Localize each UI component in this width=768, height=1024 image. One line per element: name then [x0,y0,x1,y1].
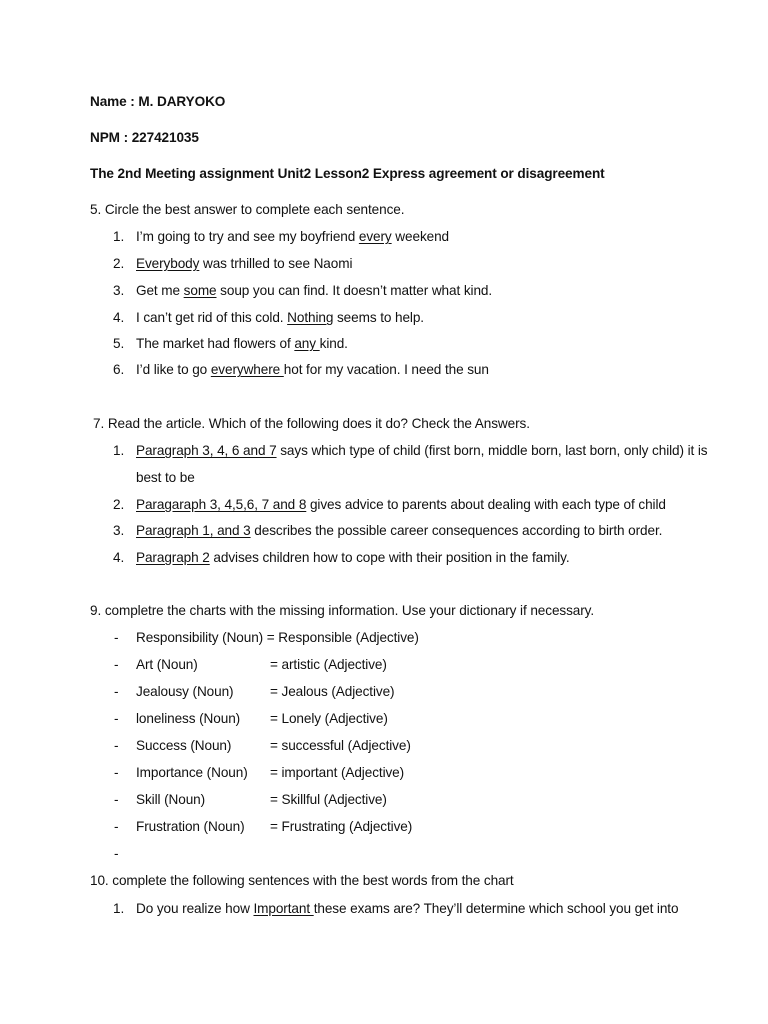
list-dash: - [114,819,119,834]
q7-item-number: 3. [113,523,125,538]
q5-answer: every [358,229,392,244]
q10-item-text: Do you realize how [136,901,254,916]
q5-item-text: The market had flowers of [136,336,295,351]
q7-item-text: gives advice to parents about dealing with each type of child [306,497,666,512]
q5-item-text: I can’t get rid of this cold. [136,310,288,325]
list-dash: - [114,657,119,672]
q5-item-text: seems to help. [333,310,424,325]
q9-noun: Frustration (Noun) [136,819,245,834]
q5-item-number: 4. [113,310,125,325]
q10-heading: 10. complete the following sentences with the best words from the chart [90,873,514,888]
q9-noun: Importance (Noun) [136,765,248,780]
q9-adjective: = Skillful (Adjective) [270,792,387,807]
q5-item-text: soup you can find. It doesn’t matter what kind. [216,283,493,298]
list-dash: - [114,630,119,645]
assignment-title: The 2nd Meeting assignment Unit2 Lesson2 Express agreement or disagreement [90,166,605,181]
q5-item-text: kind. [319,336,348,351]
q7-answer: Paragraph 2 [136,550,210,565]
q5-answer: everywhere [210,362,284,377]
q7-answer: Paragraph 1, and 3 [136,523,251,538]
q9-noun: loneliness (Noun) [136,711,241,726]
q9-adjective: = Frustrating (Adjective) [270,819,413,834]
q9-noun: Skill (Noun) [136,792,206,807]
q7-item-number: 4. [113,550,125,565]
q7-item-3 [136,523,662,539]
q7-item-text: advises children how to cope with their position in the family. [209,550,570,565]
q9-adjective: = Lonely (Adjective) [270,711,388,726]
list-dash: - [114,792,119,807]
list-dash: - [114,684,119,699]
q5-heading: 5. Circle the best answer to complete each sentence. [90,202,405,217]
q10-item-1 [136,901,678,917]
student-npm: NPM : 227421035 [90,130,199,145]
q9-noun: Jealousy (Noun) [136,684,234,699]
q5-item-number: 2. [113,256,125,271]
list-dash: - [114,846,119,861]
q7-item-2 [136,497,666,513]
list-dash: - [114,765,119,780]
q9-adjective: = artistic (Adjective) [270,657,387,672]
q7-item-1-continuation: best to be [136,470,195,485]
q9-noun: Success (Noun) [136,738,232,753]
list-dash: - [114,711,119,726]
q5-item-number: 3. [113,283,125,298]
q9-adjective: = important (Adjective) [270,765,405,780]
q7-item-number: 2. [113,497,125,512]
list-dash: - [114,738,119,753]
q5-item-6 [136,362,489,378]
q5-item-text: Get me [136,283,184,298]
q5-item-text: weekend [391,229,450,244]
q9-adjective: = Jealous (Adjective) [270,684,395,699]
q5-item-number: 1. [113,229,125,244]
q7-item-number: 1. [113,443,125,458]
q5-item-3 [136,283,492,299]
q5-item-text: was trhilled to see Naomi [199,256,353,271]
q5-item-text: I’d like to go [136,362,211,377]
q7-answer: Paragaraph 3, 4,5,6, 7 and 8 [136,497,307,512]
q10-answer: Important [253,901,314,916]
q9-noun: Art (Noun) [136,657,198,672]
q5-item-number: 5. [113,336,125,351]
q7-item-1 [136,443,708,459]
q7-item-text: says which type of child (first born, middle born, last born, only child) it is [276,443,708,458]
q10-item-number: 1. [113,901,125,916]
q5-item-text: I’m going to try and see my boyfriend [136,229,359,244]
q9-heading: 9. completre the charts with the missing information. Use your dictionary if necessary. [90,603,595,618]
q5-item-2 [136,256,352,272]
q9-adjective: = successful (Adjective) [270,738,411,753]
q7-heading: 7. Read the article. Which of the following does it do? Check the Answers. [93,416,530,431]
q9-row-first: Responsibility (Noun) = Responsible (Adjective) [136,630,419,645]
q5-item-number: 6. [113,362,125,377]
q7-item-4 [136,550,570,566]
q5-item-text: hot for my vacation. I need the sun [283,362,489,377]
q5-answer: some [183,283,217,298]
q5-item-1 [136,229,449,245]
q5-answer: Everybody [136,256,200,271]
q5-item-4 [136,310,424,326]
q10-item-text: these exams are? They’ll determine which school you get into [313,901,679,916]
student-name: Name : M. DARYOKO [90,94,226,109]
q7-item-text: describes the possible career consequences according to birth order. [250,523,663,538]
q5-answer: Nothing [287,310,334,325]
q5-answer: any [294,336,320,351]
q7-answer: Paragraph 3, 4, 6 and 7 [136,443,277,458]
q5-item-5 [136,336,348,352]
